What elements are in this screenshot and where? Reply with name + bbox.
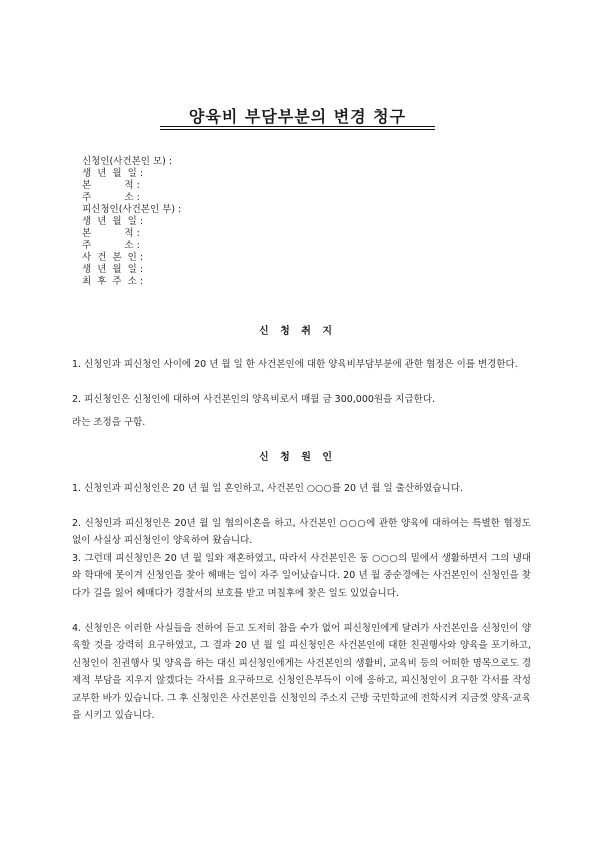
cause-item: 4. 신청인은 이러한 사실들을 전하여 듣고 도저히 참을 수가 없어 피신청인에게 달려가 사건본인을 신청인이 양육할 것을 강력히 요구하였고, 그 결과 20 년 월 일 피신청인은 사건본인에 대한 친권행사와 양육을 포기하고, 신청인이 친권행사 및 양육을 하는 대신 피신청인에게는 사건본인의 생활비, 교육비 등의 어떠한 명목으로도 경제적 부담을 지우지 않겠다는 각서를 요구하므로 신청인은부득이 이에 응하고, 피신청인이 요구한 각서를 작성 교부한 바가 있습니다. 그 후 신청인은 사건본인을 신청인의 주소지 근방 국민학교에 전학시켜 지금껏 양육·교육을 시키고 있습니다. [72,623,531,722]
party-line: 주 소 : [82,192,140,203]
cause-item: 2. 신청인과 피신청인은 20년 월 일 협의이혼을 하고, 사건본인 ○○○에 관한 양육에 대하여는 특별한 협정도 없이 사실상 피신청인이 양육하여 왔습니다. [72,518,531,547]
purpose-closing: 라는 조정을 구함. [72,417,146,428]
cause-item: 1. 신청인과 피신청인은 20 년 월 일 혼인하고, 사건본인 ○○○를 20 년 월 일 출산하였습니다. [72,483,463,494]
party-line: 신청인(사건본인 모) : [82,156,173,167]
title-underline-bottom [160,129,435,130]
party-line: 생 년 월 일 : [82,216,144,227]
party-line: 사 건 본 인 : [82,252,144,263]
party-line: 피신청인(사건본인 부) : [82,204,182,215]
cause-heading: 신 청 원 인 [258,452,337,463]
purpose-heading: 신 청 취 지 [258,326,337,337]
party-line: 본 적 : [82,228,140,239]
party-line: 생 년 월 일 : [82,168,144,179]
party-line: 주 소 : [82,240,140,251]
cause-item: 3. 그런데 피신청인은 20 년 월 일와 재혼하였고, 따라서 사건본인은 동 ○○○의 밑에서 생활하면서 그의 냉대와 학대에 못이겨 신청인을 찾아 헤매는 일이 자주 일어났습니다. 20 년 월 중순경에는 사건본인이 신청인을 찾다가 길을 잃어 헤매다가 경찰서의 보호를 받고 며칠후에 찾은 일도 있었습니다. [72,553,531,599]
document-title: 양육비 부담부분의 변경 청구 [188,107,407,126]
purpose-item: 1. 신청인과 피신청인 사이에 20 년 월 일 한 사건본인에 대한 양육비부담부분에 관한 협정은 이를 변경한다. [72,359,518,370]
party-line: 본 적 : [82,180,140,191]
purpose-item: 2. 피신청인은 신청인에 대하여 사건본인의 양육비로서 매월 금 300,000원을 지급한다. [72,394,436,405]
title-underline-top [160,126,435,127]
party-line: 최 후 주 소 : [82,276,144,287]
party-line: 생 년 월 일 : [82,264,144,275]
